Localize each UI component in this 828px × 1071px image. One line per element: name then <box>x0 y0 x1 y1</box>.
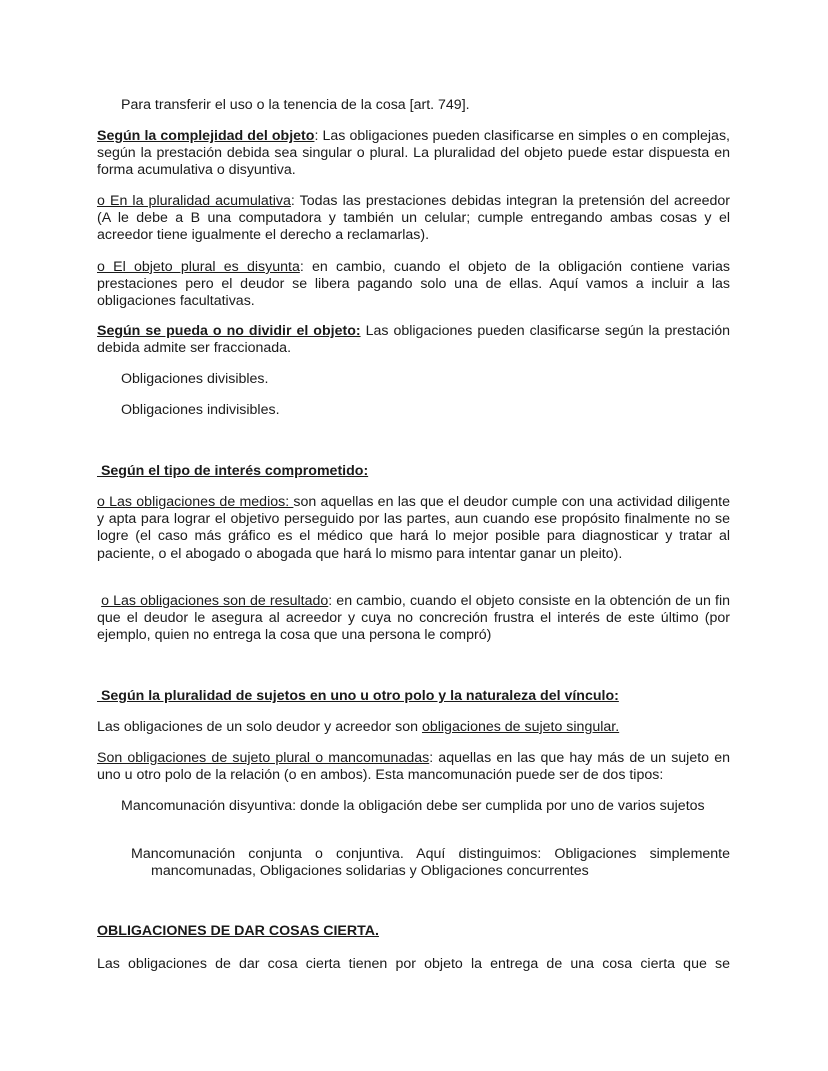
paragraph-acumulativa <box>97 193 730 245</box>
text-resultado: : en cambio, cuando el objeto consiste en la obtención de un fin que el deudor le asegura al acreedor y cuya no concreción frustra el interés de este último (por ejemplo, quien no entrega la cosa que una persona le compró) <box>97 593 731 644</box>
label-singular: obligaciones de sujeto singular. <box>421 719 620 735</box>
item-indivisibles: Obligaciones indivisibles. <box>121 402 280 418</box>
paragraph-medios <box>97 494 730 563</box>
heading-pluralidad-text: Según la pluralidad de sujetos en uno u otro polo y la naturaleza del vínculo: <box>97 688 619 704</box>
heading-complejidad: Según la complejidad del objeto <box>97 128 315 144</box>
heading-interes-text: Según el tipo de interés comprometido: <box>97 463 369 479</box>
text-disyunta: : en cambio, cuando el objeto de la obligación contiene varias prestaciones pero el deudor se libera pagando solo una de ellas. Aquí vamos a incluir a las obligaciones facultativas. <box>97 259 730 310</box>
paragraph-complejidad <box>97 128 730 180</box>
label-acumulativa: o En la pluralidad acumulativa <box>97 193 291 209</box>
label-disyunta: o El objeto plural es disyunta <box>97 259 300 275</box>
heading-dar-cosas-text: OBLIGACIONES DE DAR COSAS CIERTA. <box>97 923 379 939</box>
item-disyuntiva: Mancomunación disyuntiva: donde la obligación debe ser cumplida por uno de varios sujetos <box>121 798 705 814</box>
paragraph-singular <box>97 719 730 736</box>
text-singular: Las obligaciones de un solo deudor y acreedor son <box>97 719 422 735</box>
heading-pluralidad <box>97 688 730 705</box>
heading-dividir: Según se pueda o no dividir el objeto: <box>97 323 361 339</box>
label-medios: o Las obligaciones de medios: <box>97 494 294 510</box>
paragraph-mancomunadas <box>97 750 730 784</box>
text-medios: son aquellas en las que el deudor cumple con una actividad diligente y apta para lograr el objetivo perseguido por las partes, aun cuando ese propósito finalmente no se logre (el caso más gráfico es el médico que hará lo mejor posible para diagnosticar y tratar al paciente, o el abogado o abogada que hará lo mismo para intentar ganar un pleito). <box>97 494 730 562</box>
text-dividir: Las obligaciones pueden clasificarse según la prestación debida admite ser fraccionada. <box>97 323 731 357</box>
heading-dar-cosas <box>97 923 730 940</box>
paragraph-dar-cosa-cierta: Las obligaciones de dar cosa cierta tienen por objeto la entrega de una cosa cierta que se <box>97 956 730 972</box>
item-divisibles: Obligaciones divisibles. <box>121 371 269 387</box>
label-resultado: o Las obligaciones son de resultado <box>101 593 329 609</box>
paragraph-transfer: Para transferir el uso o la tenencia de la cosa [art. 749]. <box>121 97 470 113</box>
text-mancomunadas: : aquellas en las que hay más de un sujeto en uno u otro polo de la relación (o en ambos). Esta mancomunación puede ser de dos tipos: <box>97 750 730 784</box>
text-complejidad: : Las obligaciones pueden clasificarse en simples o en complejas, según la prestación debida sea singular o plural. La pluralidad del objeto puede estar dispuesta en forma acumulativa o disyuntiva. <box>97 128 730 179</box>
text-acumulativa: : Todas las prestaciones debidas integran la pretensión del acreedor (A le debe a B una computadora y también un celular; cumple entregando ambas cosas y el acreedor tiene igualmente el derecho a reclamarlas). <box>97 193 730 244</box>
label-mancomunadas: Son obligaciones de sujeto plural o mancomunadas <box>97 750 430 766</box>
paragraph-dividir <box>97 323 730 357</box>
heading-interes <box>97 463 730 480</box>
paragraph-disyunta <box>97 259 730 311</box>
item-conjuntiva: Mancomunación conjunta o conjuntiva. Aquí distinguimos: Obligaciones simplemente mancomunadas, Obligaciones solidarias y Obligaciones concurrentes <box>131 846 730 880</box>
paragraph-resultado <box>97 593 730 645</box>
